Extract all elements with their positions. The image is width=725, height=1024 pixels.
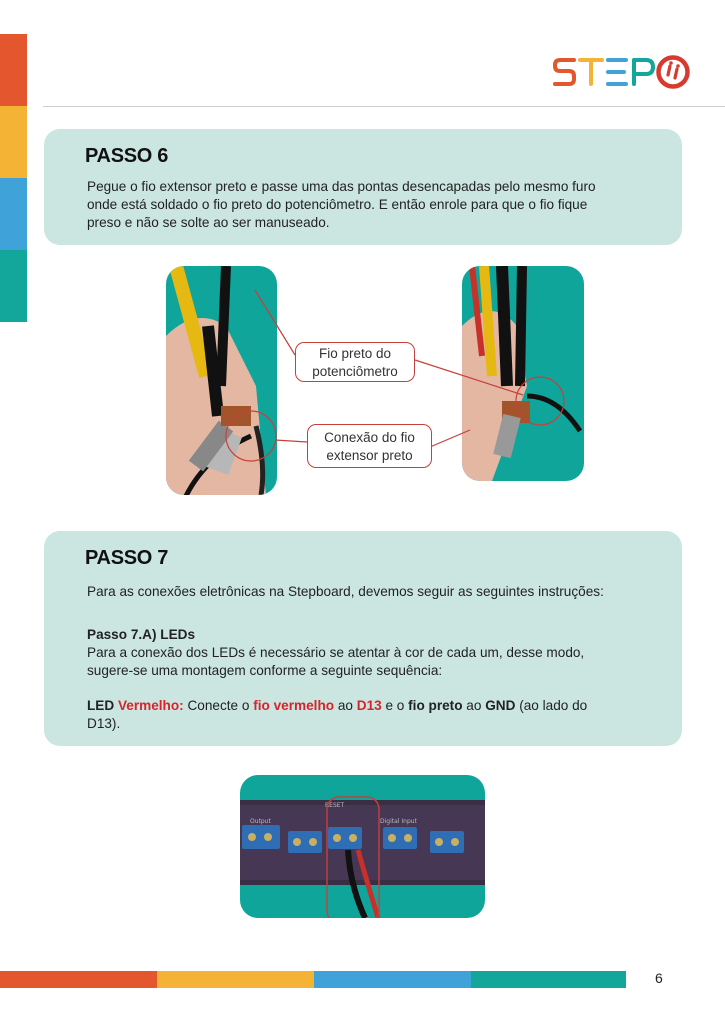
callout-extension-line1: Conexão do fio — [324, 430, 415, 445]
red-wire-label: fio vermelho — [253, 698, 335, 713]
led-red-label: Vermelho: — [117, 698, 184, 713]
black-wire-label: fio preto — [408, 698, 463, 713]
page-number: 6 — [655, 970, 663, 986]
callout-extension-connection — [307, 424, 432, 468]
led-label: LED — [87, 698, 118, 713]
led-text1: Conecte o — [183, 698, 254, 713]
gnd-label: GND — [485, 698, 516, 713]
callout-black-wire-line2: potenciômetro — [312, 364, 398, 379]
led-red-instruction-line2: D13). — [87, 716, 121, 731]
step7a-title: Passo 7.A) LEDs — [87, 627, 196, 642]
led-red-instruction — [87, 697, 662, 715]
step6-text-line2: onde está soldado o fio preto do potenciômetro. E então enrole para que o fio fique — [87, 197, 588, 212]
led-text4: ao — [462, 698, 486, 713]
step7-intro: Para as conexões eletrônicas na Stepboard, devemos seguir as seguintes instruções: — [87, 584, 604, 599]
footer-stripe-blue — [314, 971, 471, 988]
board-output-label: Output — [250, 818, 271, 825]
board-reset-label: RESET — [325, 802, 345, 809]
step6-title: PASSO 6 — [85, 145, 169, 167]
step7-title: PASSO 7 — [85, 547, 169, 569]
led-text3: e o — [381, 698, 409, 713]
step7a-line1: Para a conexão dos LEDs é necessário se atentar à cor de cada um, desse modo, — [87, 645, 585, 660]
step7a-line2: sugere-se uma montagem conforme a seguinte sequência: — [87, 663, 443, 678]
d13-label: D13 — [356, 698, 382, 713]
footer-stripe-yellow — [157, 971, 314, 988]
step7-card — [44, 531, 682, 746]
led-text2: ao — [334, 698, 357, 713]
step6-text-line1: Pegue o fio extensor preto e passe uma das pontas desencapadas pelo mesmo furo — [87, 179, 596, 194]
callout-black-wire — [295, 342, 415, 382]
callout-black-wire-line1: Fio preto do — [318, 346, 392, 361]
step6-text-line3: preso e não se solte ao ser manuseado. — [87, 215, 330, 230]
led-text5: (ao lado do — [515, 698, 588, 713]
callout-extension-line2: extensor preto — [326, 448, 413, 463]
board-digital-input-label: Digital Input — [380, 818, 417, 825]
stepboard-photo — [240, 775, 485, 918]
footer-stripe-orange — [0, 971, 157, 988]
footer-stripe-teal — [471, 971, 626, 988]
